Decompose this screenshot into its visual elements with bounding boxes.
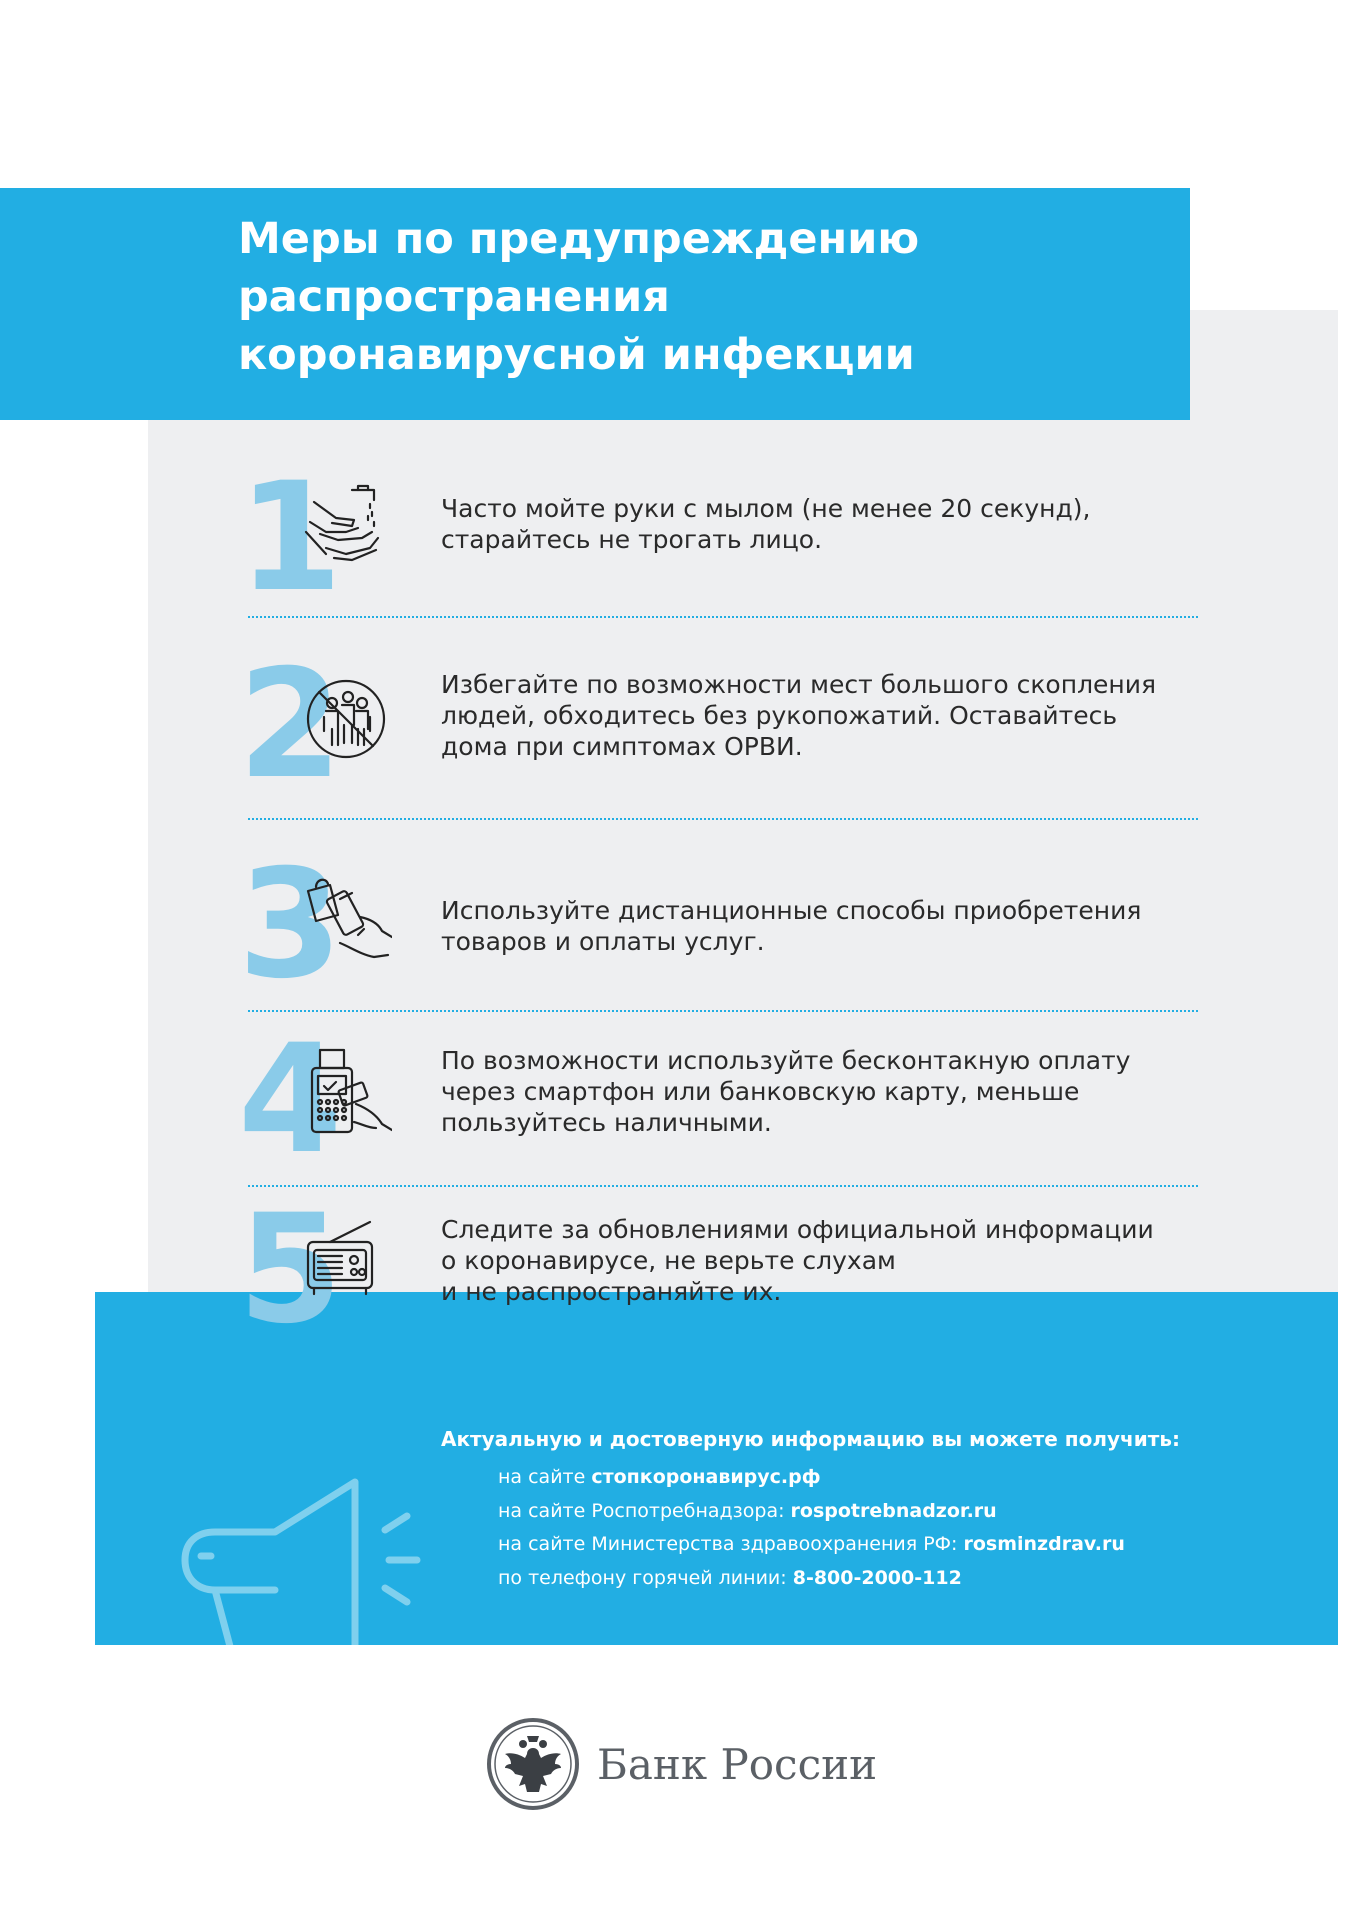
step-text-line: По возможности используйте бесконтакную оплату <box>441 1046 1131 1075</box>
divider <box>248 1010 1198 1012</box>
step-text-line: Используйте дистанционные способы приобретения <box>441 896 1142 925</box>
info-line-site <box>498 1461 1321 1495</box>
step-text-line: Следите за обновлениями официальной информации <box>441 1215 1154 1244</box>
step-text-line: старайтесь не трогать лицо. <box>441 525 823 554</box>
bank-logo <box>487 1718 887 1818</box>
hand-washing-icon <box>300 482 392 582</box>
divider <box>248 616 1198 618</box>
info-link-rospotrebnadzor[interactable]: rospotrebnadzor.ru <box>790 1499 997 1522</box>
step-text <box>441 1214 1201 1307</box>
title-line-2: распространения <box>238 272 670 322</box>
step-text-line: дома при симптомах ОРВИ. <box>441 732 803 761</box>
step-number: 4 <box>238 1013 339 1187</box>
double-headed-eagle-emblem-icon <box>487 1718 579 1810</box>
step-text <box>441 669 1201 762</box>
step-text-line: Часто мойте руки с мылом (не менее 20 секунд), <box>441 494 1091 523</box>
step-number: 5 <box>238 1183 339 1357</box>
card-terminal-icon <box>300 1044 392 1144</box>
bank-name: Банк России <box>597 1740 878 1789</box>
divider <box>248 1185 1198 1187</box>
divider <box>248 818 1198 820</box>
info-section <box>441 1425 1321 1595</box>
step-text <box>441 493 1201 555</box>
info-line-minzdrav <box>498 1528 1321 1562</box>
info-lines <box>498 1461 1321 1595</box>
step-text-line: пользуйтесь наличными. <box>441 1108 772 1137</box>
step-text-line: товаров и оплаты услуг. <box>441 927 765 956</box>
info-line-prefix: на сайте Министерства здравоохранения РФ: <box>498 1533 964 1555</box>
no-crowds-icon <box>300 669 392 769</box>
step-text-line: людей, обходитесь без рукопожатий. Оставайтесь <box>441 701 1118 730</box>
page-title <box>238 210 1138 384</box>
step-text-line: и не распространяйте их. <box>441 1277 782 1306</box>
step-number: 2 <box>238 638 339 812</box>
title-line-3: коронавирусной инфекции <box>238 330 915 380</box>
step-number: 3 <box>238 838 339 1012</box>
info-heading: Актуальную и достоверную информацию вы можете получить: <box>441 1427 1181 1451</box>
title-line-1: Меры по предупреждению <box>238 214 920 264</box>
phone-shopping-icon <box>300 869 392 969</box>
info-link-stopcoronavirus[interactable]: стопкоронавирус.рф <box>591 1466 821 1488</box>
step-text-line: Избегайте по возможности мест большого скопления <box>441 670 1157 699</box>
info-line-prefix: на сайте Роспотребнадзора: <box>498 1499 791 1522</box>
megaphone-icon <box>175 1460 435 1645</box>
step-text <box>441 895 1201 957</box>
info-line-hotline <box>498 1562 1321 1596</box>
info-hotline-number[interactable]: 8-800-2000-112 <box>792 1566 962 1589</box>
step-text-line: через смартфон или банковскую карту, меньше <box>441 1077 1080 1106</box>
info-line-prefix: на сайте <box>498 1466 592 1488</box>
info-line-prefix: по телефону горячей линии: <box>498 1566 793 1589</box>
info-line-rospotrebnadzor <box>498 1495 1321 1529</box>
radio-icon <box>300 1214 392 1314</box>
step-number: 1 <box>238 451 339 625</box>
step-text <box>441 1045 1201 1138</box>
step-text-line: о коронавирусе, не верьте слухам <box>441 1246 896 1275</box>
info-link-rosminzdrav[interactable]: rosminzdrav.ru <box>963 1533 1125 1555</box>
